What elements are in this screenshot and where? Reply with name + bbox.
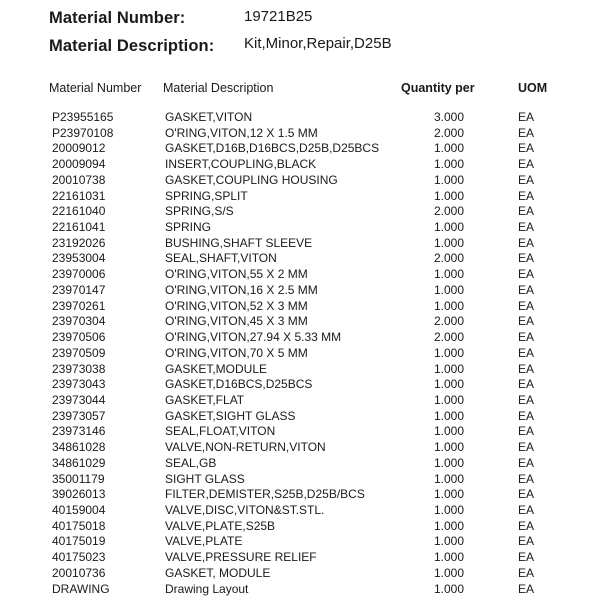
- material-description-cell: GASKET, MODULE: [165, 565, 271, 580]
- quantity-cell: 1.000: [434, 471, 465, 486]
- material-description-cell: INSERT,COUPLING,BLACK: [165, 157, 317, 172]
- uom-cell: EA: [518, 361, 535, 376]
- column-header-quantity: Quantity per: [401, 81, 475, 95]
- uom-cell: EA: [518, 565, 535, 580]
- material-number-cell: 23973038: [52, 361, 106, 376]
- quantity-cell: 1.000: [434, 172, 465, 187]
- quantity-cell: 1.000: [434, 502, 465, 517]
- uom-cell: EA: [518, 502, 535, 517]
- material-number-cell: 39026013: [52, 487, 106, 502]
- quantity-cell: 1.000: [434, 487, 465, 502]
- quantity-cell: 1.000: [434, 518, 465, 533]
- material-description-cell: O'RING,VITON,52 X 3 MM: [165, 298, 308, 313]
- material-description-cell: VALVE,PLATE: [165, 534, 243, 549]
- uom-cell: EA: [518, 534, 535, 549]
- table-row: [0, 220, 600, 236]
- quantity-cell: 1.000: [434, 361, 465, 376]
- material-number-cell: 20010738: [52, 172, 106, 187]
- table-row: [0, 424, 600, 440]
- uom-cell: EA: [518, 471, 535, 486]
- parts-table: [0, 110, 600, 597]
- material-description-cell: O'RING,VITON,55 X 2 MM: [165, 267, 308, 282]
- quantity-cell: 1.000: [434, 188, 465, 203]
- uom-cell: EA: [518, 345, 535, 360]
- material-description-cell: VALVE,PRESSURE RELIEF: [165, 550, 317, 565]
- material-description-value: Kit,Minor,Repair,D25B: [244, 35, 392, 52]
- table-row: [0, 377, 600, 393]
- uom-cell: EA: [518, 392, 535, 407]
- material-description-cell: GASKET,VITON: [165, 110, 253, 124]
- material-number-cell: 23973057: [52, 408, 106, 423]
- table-row: [0, 189, 600, 205]
- material-description-cell: GASKET,FLAT: [165, 392, 245, 407]
- uom-cell: EA: [518, 235, 535, 250]
- quantity-cell: 3.000: [434, 110, 465, 124]
- quantity-cell: 1.000: [434, 565, 465, 580]
- material-number-cell: 23970506: [52, 330, 106, 345]
- material-number-cell: 40175023: [52, 550, 106, 565]
- quantity-cell: 1.000: [434, 550, 465, 565]
- table-row: [0, 126, 600, 142]
- uom-cell: EA: [518, 377, 535, 392]
- material-description-cell: O'RING,VITON,16 X 2.5 MM: [165, 282, 318, 297]
- table-row: [0, 346, 600, 362]
- uom-cell: EA: [518, 550, 535, 565]
- material-description-cell: O'RING,VITON,27.94 X 5.33 MM: [165, 330, 342, 345]
- material-description-label: Material Description:: [49, 37, 215, 55]
- material-description-cell: O'RING,VITON,12 X 1.5 MM: [165, 125, 318, 140]
- table-row: [0, 283, 600, 299]
- material-description-cell: BUSHING,SHAFT SLEEVE: [165, 235, 313, 250]
- uom-cell: EA: [518, 330, 535, 345]
- table-row: [0, 409, 600, 425]
- material-number-cell: 40175019: [52, 534, 106, 549]
- uom-cell: EA: [518, 157, 535, 172]
- quantity-cell: 1.000: [434, 282, 465, 297]
- material-number-cell: P23970108: [52, 125, 114, 140]
- table-row: [0, 503, 600, 519]
- uom-cell: EA: [518, 172, 535, 187]
- table-row: [0, 362, 600, 378]
- material-number-cell: 22161040: [52, 204, 106, 219]
- quantity-cell: 1.000: [434, 440, 465, 455]
- material-number-cell: 22161041: [52, 220, 106, 235]
- uom-cell: EA: [518, 518, 535, 533]
- material-number-cell: 23953004: [52, 251, 106, 266]
- material-number-cell: 23970006: [52, 267, 106, 282]
- material-number-cell: 23970261: [52, 298, 106, 313]
- material-description-cell: SIGHT GLASS: [165, 471, 245, 486]
- uom-cell: EA: [518, 251, 535, 266]
- uom-cell: EA: [518, 110, 535, 124]
- uom-cell: EA: [518, 581, 535, 596]
- material-number-cell: 23973043: [52, 377, 106, 392]
- material-number-cell: DRAWING: [52, 581, 110, 596]
- material-description-cell: GASKET,SIGHT GLASS: [165, 408, 296, 423]
- table-row: [0, 314, 600, 330]
- quantity-cell: 1.000: [434, 581, 465, 596]
- uom-cell: EA: [518, 487, 535, 502]
- table-row: [0, 251, 600, 267]
- table-row: [0, 487, 600, 503]
- material-number-cell: 40175018: [52, 518, 106, 533]
- quantity-cell: 1.000: [434, 408, 465, 423]
- uom-cell: EA: [518, 440, 535, 455]
- material-number-cell: 23973044: [52, 392, 106, 407]
- quantity-cell: 2.000: [434, 330, 465, 345]
- material-number-cell: 23973146: [52, 424, 106, 439]
- material-description-cell: GASKET,D16B,D16BCS,D25B,D25BCS: [165, 141, 380, 156]
- column-header-material-number: Material Number: [49, 81, 142, 95]
- material-description-cell: SEAL,SHAFT,VITON: [165, 251, 277, 266]
- table-row: [0, 236, 600, 252]
- material-description-cell: GASKET,COUPLING HOUSING: [165, 172, 338, 187]
- material-description-cell: SPRING,SPLIT: [165, 188, 248, 203]
- quantity-cell: 1.000: [434, 534, 465, 549]
- uom-cell: EA: [518, 125, 535, 140]
- material-number-cell: 34861028: [52, 440, 106, 455]
- quantity-cell: 1.000: [434, 455, 465, 470]
- material-description-cell: O'RING,VITON,70 X 5 MM: [165, 345, 308, 360]
- quantity-cell: 2.000: [434, 204, 465, 219]
- material-number-value: 19721B25: [244, 8, 313, 25]
- quantity-cell: 1.000: [434, 141, 465, 156]
- uom-cell: EA: [518, 298, 535, 313]
- quantity-cell: 2.000: [434, 125, 465, 140]
- table-row: [0, 393, 600, 409]
- table-row: [0, 566, 600, 582]
- quantity-cell: 1.000: [434, 345, 465, 360]
- quantity-cell: 2.000: [434, 314, 465, 329]
- uom-cell: EA: [518, 282, 535, 297]
- quantity-cell: 1.000: [434, 235, 465, 250]
- material-description-cell: FILTER,DEMISTER,S25B,D25B/BCS: [165, 487, 365, 502]
- material-number-cell: 20009094: [52, 157, 106, 172]
- table-row: [0, 204, 600, 220]
- table-row: [0, 157, 600, 173]
- uom-cell: EA: [518, 314, 535, 329]
- material-number-cell: 40159004: [52, 502, 106, 517]
- table-row: [0, 330, 600, 346]
- column-header-uom: UOM: [518, 81, 548, 95]
- material-description-cell: SPRING: [165, 220, 212, 235]
- material-number-label: Material Number:: [49, 9, 186, 27]
- uom-cell: EA: [518, 267, 535, 282]
- table-row: [0, 440, 600, 456]
- material-description-cell: Drawing Layout: [165, 581, 249, 596]
- quantity-cell: 1.000: [434, 157, 465, 172]
- uom-cell: EA: [518, 408, 535, 423]
- material-number-cell: 22161031: [52, 188, 106, 203]
- material-description-cell: GASKET,D16BCS,D25BCS: [165, 377, 313, 392]
- quantity-cell: 1.000: [434, 424, 465, 439]
- material-number-cell: 23970509: [52, 345, 106, 360]
- quantity-cell: 1.000: [434, 298, 465, 313]
- table-row: [0, 472, 600, 488]
- uom-cell: EA: [518, 141, 535, 156]
- material-number-cell: 23192026: [52, 235, 106, 250]
- material-number-cell: 23970304: [52, 314, 106, 329]
- material-number-cell: 20010736: [52, 565, 106, 580]
- material-description-cell: VALVE,DISC,VITON&ST.STL.: [165, 502, 325, 517]
- quantity-cell: 1.000: [434, 220, 465, 235]
- table-row: [0, 519, 600, 535]
- table-row: [0, 141, 600, 157]
- material-description-cell: GASKET,MODULE: [165, 361, 268, 376]
- material-number-cell: 23970147: [52, 282, 106, 297]
- uom-cell: EA: [518, 188, 535, 203]
- table-row: [0, 582, 600, 598]
- table-row: [0, 550, 600, 566]
- quantity-cell: 1.000: [434, 392, 465, 407]
- uom-cell: EA: [518, 424, 535, 439]
- quantity-cell: 1.000: [434, 377, 465, 392]
- material-number-cell: 20009012: [52, 141, 106, 156]
- uom-cell: EA: [518, 455, 535, 470]
- material-description-cell: SPRING,S/S: [165, 204, 234, 219]
- material-description-cell: VALVE,NON-RETURN,VITON: [165, 440, 326, 455]
- table-row: [0, 110, 600, 126]
- material-description-cell: SEAL,GB: [165, 455, 217, 470]
- quantity-cell: 1.000: [434, 267, 465, 282]
- table-row: [0, 267, 600, 283]
- table-row: [0, 456, 600, 472]
- material-description-cell: O'RING,VITON,45 X 3 MM: [165, 314, 308, 329]
- material-number-cell: 35001179: [52, 471, 105, 486]
- material-number-cell: P23955165: [52, 110, 114, 124]
- uom-cell: EA: [518, 204, 535, 219]
- table-row: [0, 299, 600, 315]
- table-row: [0, 534, 600, 550]
- column-header-material-description: Material Description: [163, 81, 274, 95]
- uom-cell: EA: [518, 220, 535, 235]
- material-description-cell: SEAL,FLOAT,VITON: [165, 424, 276, 439]
- material-number-cell: 34861029: [52, 455, 106, 470]
- material-description-cell: VALVE,PLATE,S25B: [165, 518, 276, 533]
- table-row: [0, 173, 600, 189]
- quantity-cell: 2.000: [434, 251, 465, 266]
